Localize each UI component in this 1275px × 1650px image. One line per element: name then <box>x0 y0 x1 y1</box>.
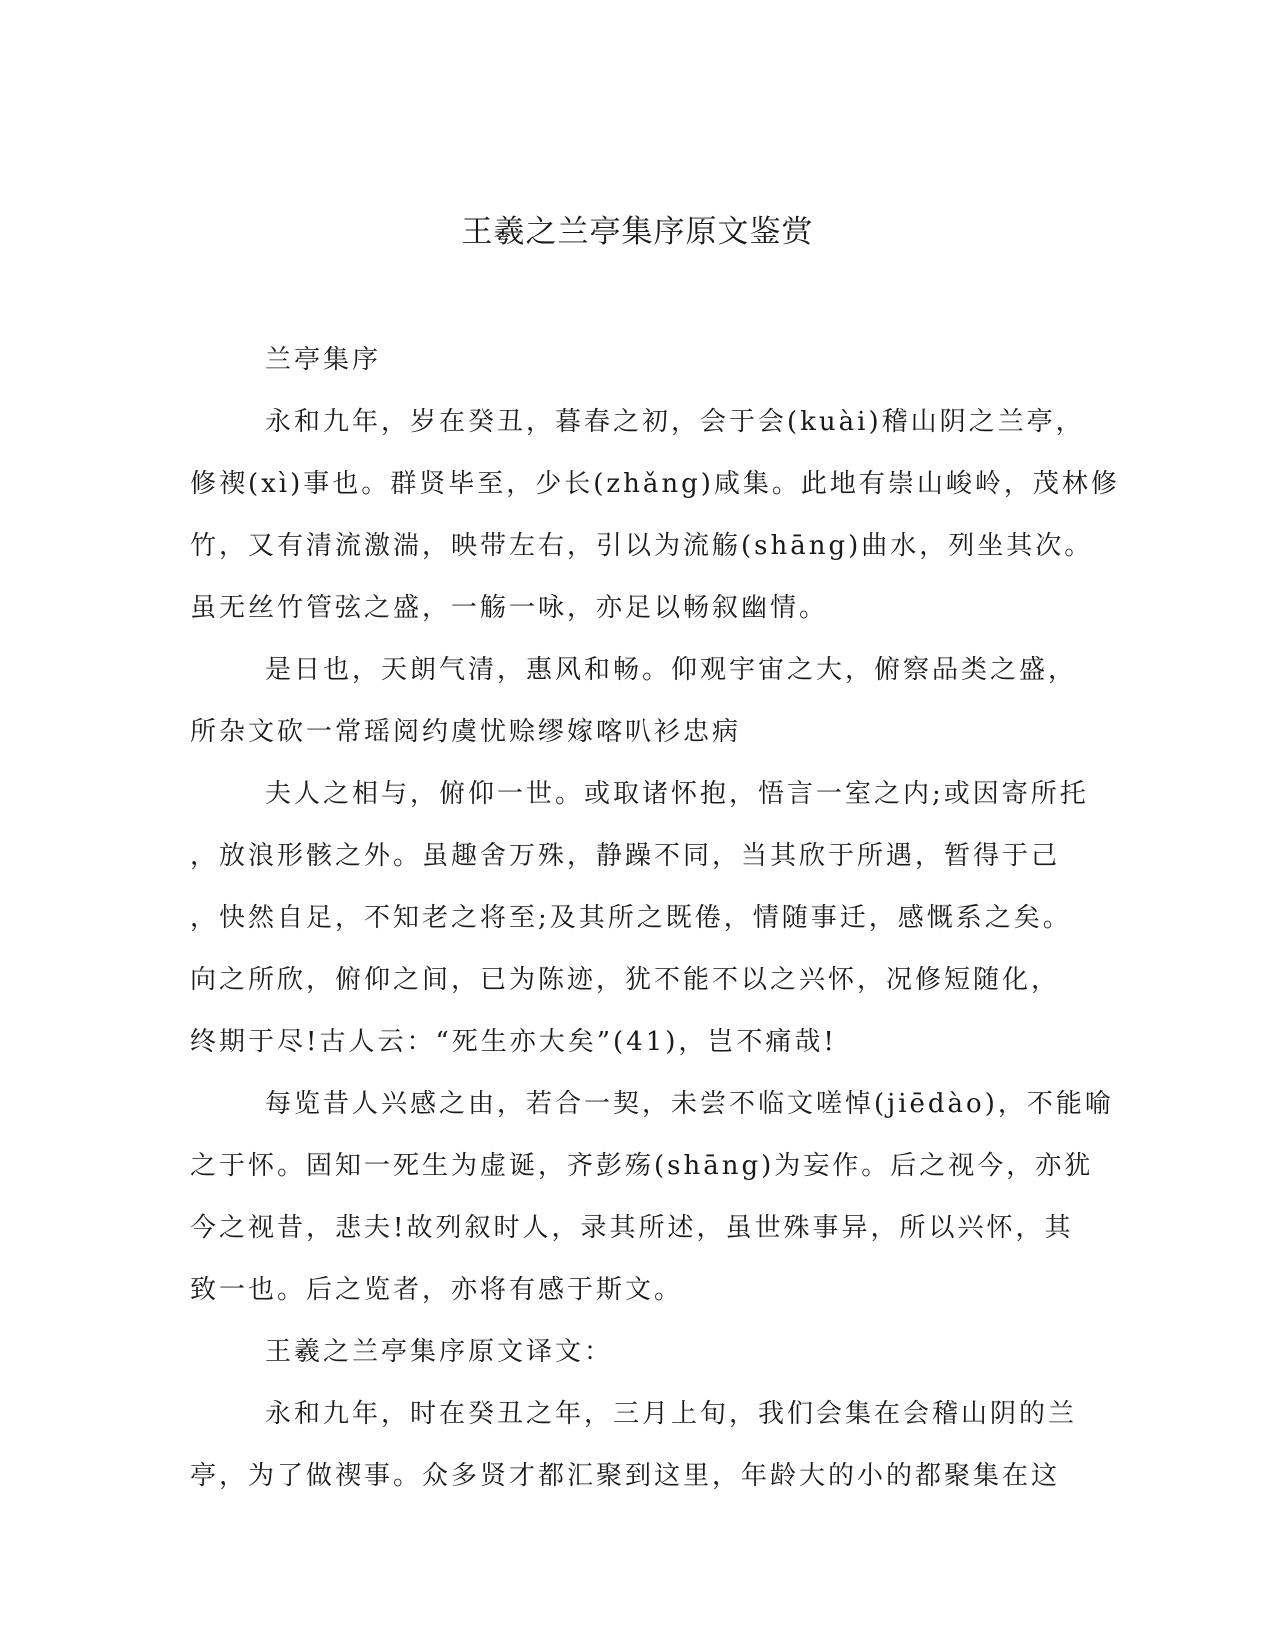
text-line: 今之视昔，悲夫!故列叙时人，录其所述，虽世殊事异，所以兴怀，其 <box>190 1213 1074 1243</box>
text-line: ，放浪形骸之外。虽趣舍万殊，静躁不同，当其欣于所遇，暂得于己 <box>190 841 1061 871</box>
document-title: 王羲之兰亭集序原文鉴赏 <box>461 214 814 250</box>
text-line: 王羲之兰亭集序原文译文： <box>265 1337 614 1367</box>
text-line: 虽无丝竹管弦之盛，一觞一咏，亦足以畅叙幽情。 <box>190 593 829 623</box>
text-line: 之于怀。固知一死生为虚诞，齐彭殇(shāng)为妄作。后之视今，亦犹 <box>190 1151 1094 1181</box>
text-line: 是日也，天朗气清，惠风和畅。仰观宇宙之大，俯察品类之盛， <box>265 655 1078 685</box>
text-line: 每览昔人兴感之由，若合一契，未尝不临文嗟悼(jiēdào)，不能喻 <box>265 1089 1114 1119</box>
text-line: 永和九年，岁在癸丑，暮春之初，会于会(kuài)稽山阴之兰亭， <box>265 407 1085 437</box>
text-line: 所杂文砍一常瑶阅约虞忧赊缪嫁喀叭衫忠病 <box>190 717 742 747</box>
text-line: 永和九年，时在癸丑之年，三月上旬，我们会集在会稽山阴的兰 <box>265 1399 1078 1429</box>
text-line: 向之所欣，俯仰之间，已为陈迹，犹不能不以之兴怀，况修短随化， <box>190 965 1061 995</box>
text-line: 竹，又有清流激湍，映带左右，引以为流觞(shāng)曲水，列坐其次。 <box>190 531 1094 561</box>
text-line: 夫人之相与，俯仰一世。或取诸怀抱，悟言一室之内;或因寄所托 <box>265 779 1089 809</box>
text-line: 致一也。后之览者，亦将有感于斯文。 <box>190 1275 684 1305</box>
text-line: 兰亭集序 <box>265 345 382 375</box>
text-line: ，快然自足，不知老之将至;及其所之既倦，情随事迁，感慨系之矣。 <box>190 903 1072 933</box>
text-line: 修禊(xì)事也。群贤毕至，少长(zhǎng)咸集。此地有崇山峻岭，茂林修 <box>190 469 1120 499</box>
text-line: 亭，为了做禊事。众多贤才都汇聚到这里，年龄大的小的都聚集在这 <box>190 1461 1061 1491</box>
text-line: 终期于尽!古人云：“死生亦大矣”(41)，岂不痛哉! <box>190 1027 837 1057</box>
document-body <box>190 329 1120 1507</box>
